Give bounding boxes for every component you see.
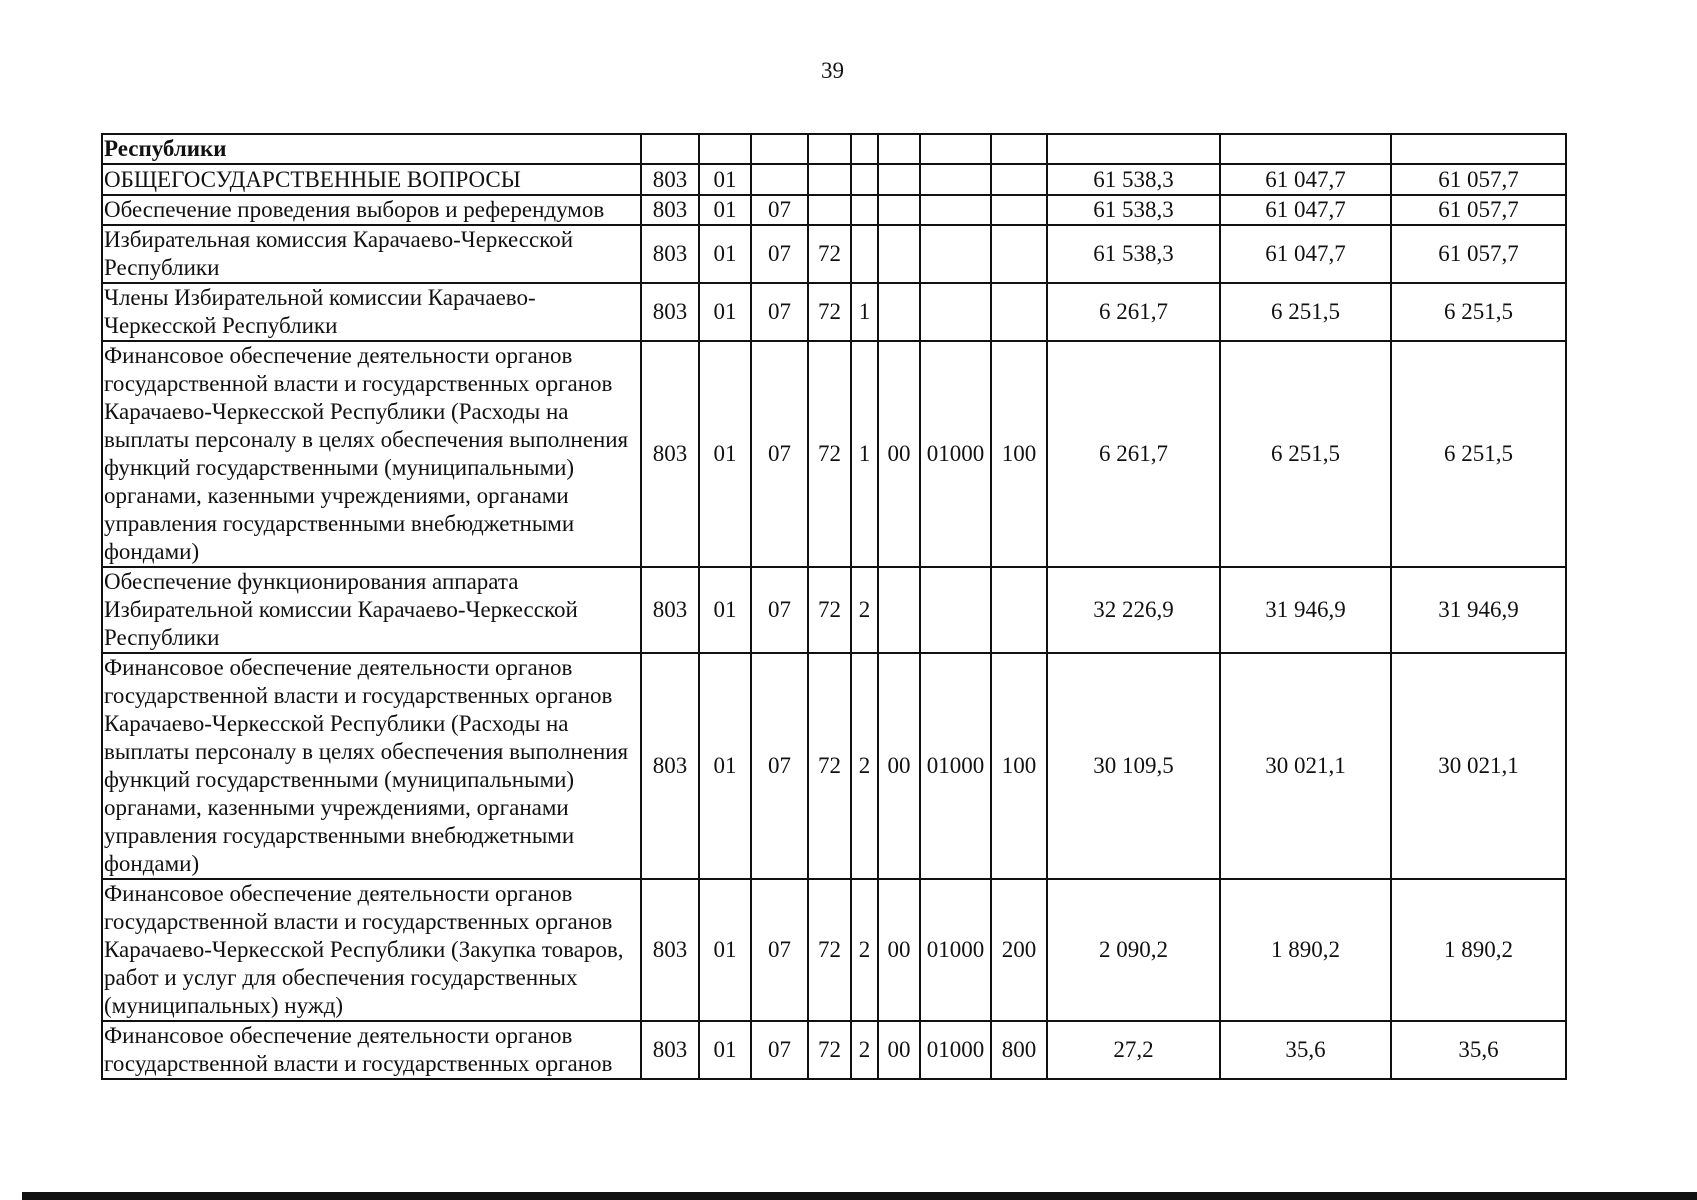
direction-code-cell — [920, 164, 991, 195]
ministry-code-cell: 803 — [641, 567, 699, 653]
amount-year1-cell: 6 261,7 — [1047, 341, 1220, 567]
section-code-cell — [699, 134, 751, 164]
table-row — [102, 879, 1566, 1021]
table-row — [102, 341, 1566, 567]
amount-year1-cell — [1047, 134, 1220, 164]
program-code-cell: 72 — [808, 567, 851, 653]
table-row — [102, 653, 1566, 879]
program-code-cell: 72 — [808, 283, 851, 341]
amount-year2-cell: 6 251,5 — [1220, 283, 1391, 341]
row-name-cell: Избирательная комиссия Карачаево-Черкесской Республики — [102, 225, 641, 283]
expense-type-cell — [991, 134, 1047, 164]
expense-type-cell — [991, 567, 1047, 653]
direction-code-cell — [920, 225, 991, 283]
amount-year2-cell — [1220, 134, 1391, 164]
expense-type-cell — [991, 225, 1047, 283]
activity-code-cell — [878, 134, 920, 164]
subsection-code-cell: 07 — [751, 567, 808, 653]
program-code-cell: 72 — [808, 653, 851, 879]
amount-year1-cell: 27,2 — [1047, 1021, 1220, 1079]
program-code-cell: 72 — [808, 879, 851, 1021]
subprogram-code-cell: 2 — [851, 567, 878, 653]
direction-code-cell: 01000 — [920, 653, 991, 879]
direction-code-cell: 01000 — [920, 341, 991, 567]
amount-year3-cell: 61 057,7 — [1391, 195, 1566, 225]
activity-code-cell: 00 — [878, 653, 920, 879]
amount-year3-cell: 61 057,7 — [1391, 225, 1566, 283]
subprogram-code-cell — [851, 225, 878, 283]
table-row — [102, 225, 1566, 283]
activity-code-cell: 00 — [878, 1021, 920, 1079]
section-code-cell: 01 — [699, 225, 751, 283]
table-row — [102, 283, 1566, 341]
program-code-cell: 72 — [808, 1021, 851, 1079]
amount-year1-cell: 6 261,7 — [1047, 283, 1220, 341]
subsection-code-cell: 07 — [751, 1021, 808, 1079]
subsection-code-cell: 07 — [751, 341, 808, 567]
row-name-cell: Финансовое обеспечение деятельности органов государственной власти и государственных органов Карачаево-Черкесской Республики (Закупка товаров, работ и услуг для обеспечения государственных (муниципальных) нужд) — [102, 879, 641, 1021]
subsection-code-cell: 07 — [751, 653, 808, 879]
section-code-cell: 01 — [699, 164, 751, 195]
activity-code-cell — [878, 283, 920, 341]
subsection-code-cell — [751, 134, 808, 164]
row-name-cell: Обеспечение проведения выборов и референдумов — [102, 195, 641, 225]
direction-code-cell — [920, 567, 991, 653]
expense-type-cell — [991, 283, 1047, 341]
ministry-code-cell: 803 — [641, 653, 699, 879]
amount-year2-cell: 61 047,7 — [1220, 164, 1391, 195]
expense-type-cell — [991, 195, 1047, 225]
ministry-code-cell: 803 — [641, 195, 699, 225]
amount-year3-cell: 6 251,5 — [1391, 283, 1566, 341]
section-code-cell: 01 — [699, 879, 751, 1021]
table-row — [102, 1021, 1566, 1079]
program-code-cell: 72 — [808, 225, 851, 283]
activity-code-cell — [878, 225, 920, 283]
program-code-cell: 72 — [808, 341, 851, 567]
amount-year2-cell: 31 946,9 — [1220, 567, 1391, 653]
activity-code-cell — [878, 164, 920, 195]
direction-code-cell: 01000 — [920, 1021, 991, 1079]
ministry-code-cell — [641, 134, 699, 164]
ministry-code-cell: 803 — [641, 341, 699, 567]
subsection-code-cell: 07 — [751, 195, 808, 225]
expense-type-cell: 200 — [991, 879, 1047, 1021]
subsection-code-cell: 07 — [751, 225, 808, 283]
ministry-code-cell: 803 — [641, 225, 699, 283]
amount-year3-cell — [1391, 134, 1566, 164]
row-name-cell: Финансовое обеспечение деятельности органов государственной власти и государственных органов Карачаево-Черкесской Республики (Расходы на выплаты персоналу в целях обеспечения выполнения функций государственными (муниципальными) органами, казенными учреждениями, органами управления государственными внебюджетными фондами) — [102, 341, 641, 567]
section-code-cell: 01 — [699, 195, 751, 225]
expense-type-cell: 800 — [991, 1021, 1047, 1079]
amount-year2-cell: 61 047,7 — [1220, 195, 1391, 225]
ministry-code-cell: 803 — [641, 283, 699, 341]
expense-type-cell: 100 — [991, 341, 1047, 567]
amount-year1-cell: 61 538,3 — [1047, 225, 1220, 283]
scan-edge-bar — [22, 1192, 1697, 1200]
direction-code-cell — [920, 134, 991, 164]
row-name-cell: Члены Избирательной комиссии Карачаево-Черкесской Республики — [102, 283, 641, 341]
amount-year1-cell: 30 109,5 — [1047, 653, 1220, 879]
amount-year1-cell: 61 538,3 — [1047, 164, 1220, 195]
expense-type-cell: 100 — [991, 653, 1047, 879]
section-code-cell: 01 — [699, 1021, 751, 1079]
subprogram-code-cell — [851, 164, 878, 195]
row-name-cell: Республики — [102, 134, 641, 164]
amount-year1-cell: 2 090,2 — [1047, 879, 1220, 1021]
amount-year3-cell: 35,6 — [1391, 1021, 1566, 1079]
row-name-cell: Финансовое обеспечение деятельности органов государственной власти и государственных органов Карачаево-Черкесской Республики (Расходы на выплаты персоналу в целях обеспечения выполнения функций государственными (муниципальными) органами, казенными учреждениями, органами управления государственными внебюджетными фондами) — [102, 653, 641, 879]
row-name-cell: Финансовое обеспечение деятельности органов государственной власти и государственных органов — [102, 1021, 641, 1079]
expense-type-cell — [991, 164, 1047, 195]
ministry-code-cell: 803 — [641, 164, 699, 195]
section-code-cell: 01 — [699, 653, 751, 879]
amount-year2-cell: 1 890,2 — [1220, 879, 1391, 1021]
subsection-code-cell: 07 — [751, 879, 808, 1021]
subprogram-code-cell: 2 — [851, 1021, 878, 1079]
program-code-cell — [808, 195, 851, 225]
ministry-code-cell: 803 — [641, 879, 699, 1021]
budget-table — [101, 133, 1567, 1080]
section-code-cell: 01 — [699, 567, 751, 653]
table-row — [102, 195, 1566, 225]
table-body — [102, 134, 1566, 1079]
subsection-code-cell — [751, 164, 808, 195]
activity-code-cell: 00 — [878, 341, 920, 567]
activity-code-cell: 00 — [878, 879, 920, 1021]
subprogram-code-cell: 1 — [851, 283, 878, 341]
subprogram-code-cell: 2 — [851, 653, 878, 879]
row-name-cell: Обеспечение функционирования аппарата Избирательной комиссии Карачаево-Черкесской Республики — [102, 567, 641, 653]
amount-year3-cell: 61 057,7 — [1391, 164, 1566, 195]
direction-code-cell — [920, 283, 991, 341]
program-code-cell — [808, 164, 851, 195]
amount-year3-cell: 1 890,2 — [1391, 879, 1566, 1021]
direction-code-cell: 01000 — [920, 879, 991, 1021]
direction-code-cell — [920, 195, 991, 225]
subsection-code-cell: 07 — [751, 283, 808, 341]
amount-year3-cell: 31 946,9 — [1391, 567, 1566, 653]
section-code-cell: 01 — [699, 283, 751, 341]
amount-year3-cell: 6 251,5 — [1391, 341, 1566, 567]
section-code-cell: 01 — [699, 341, 751, 567]
activity-code-cell — [878, 567, 920, 653]
subprogram-code-cell — [851, 134, 878, 164]
amount-year2-cell: 61 047,7 — [1220, 225, 1391, 283]
page-number: 39 — [821, 58, 844, 83]
amount-year2-cell: 6 251,5 — [1220, 341, 1391, 567]
amount-year2-cell: 35,6 — [1220, 1021, 1391, 1079]
program-code-cell — [808, 134, 851, 164]
activity-code-cell — [878, 195, 920, 225]
table-row — [102, 134, 1566, 164]
row-name-cell: ОБЩЕГОСУДАРСТВЕННЫЕ ВОПРОСЫ — [102, 164, 641, 195]
amount-year1-cell: 61 538,3 — [1047, 195, 1220, 225]
subprogram-code-cell: 1 — [851, 341, 878, 567]
amount-year2-cell: 30 021,1 — [1220, 653, 1391, 879]
amount-year3-cell: 30 021,1 — [1391, 653, 1566, 879]
amount-year1-cell: 32 226,9 — [1047, 567, 1220, 653]
subprogram-code-cell: 2 — [851, 879, 878, 1021]
subprogram-code-cell — [851, 195, 878, 225]
table-row — [102, 164, 1566, 195]
table-row — [102, 567, 1566, 653]
ministry-code-cell: 803 — [641, 1021, 699, 1079]
